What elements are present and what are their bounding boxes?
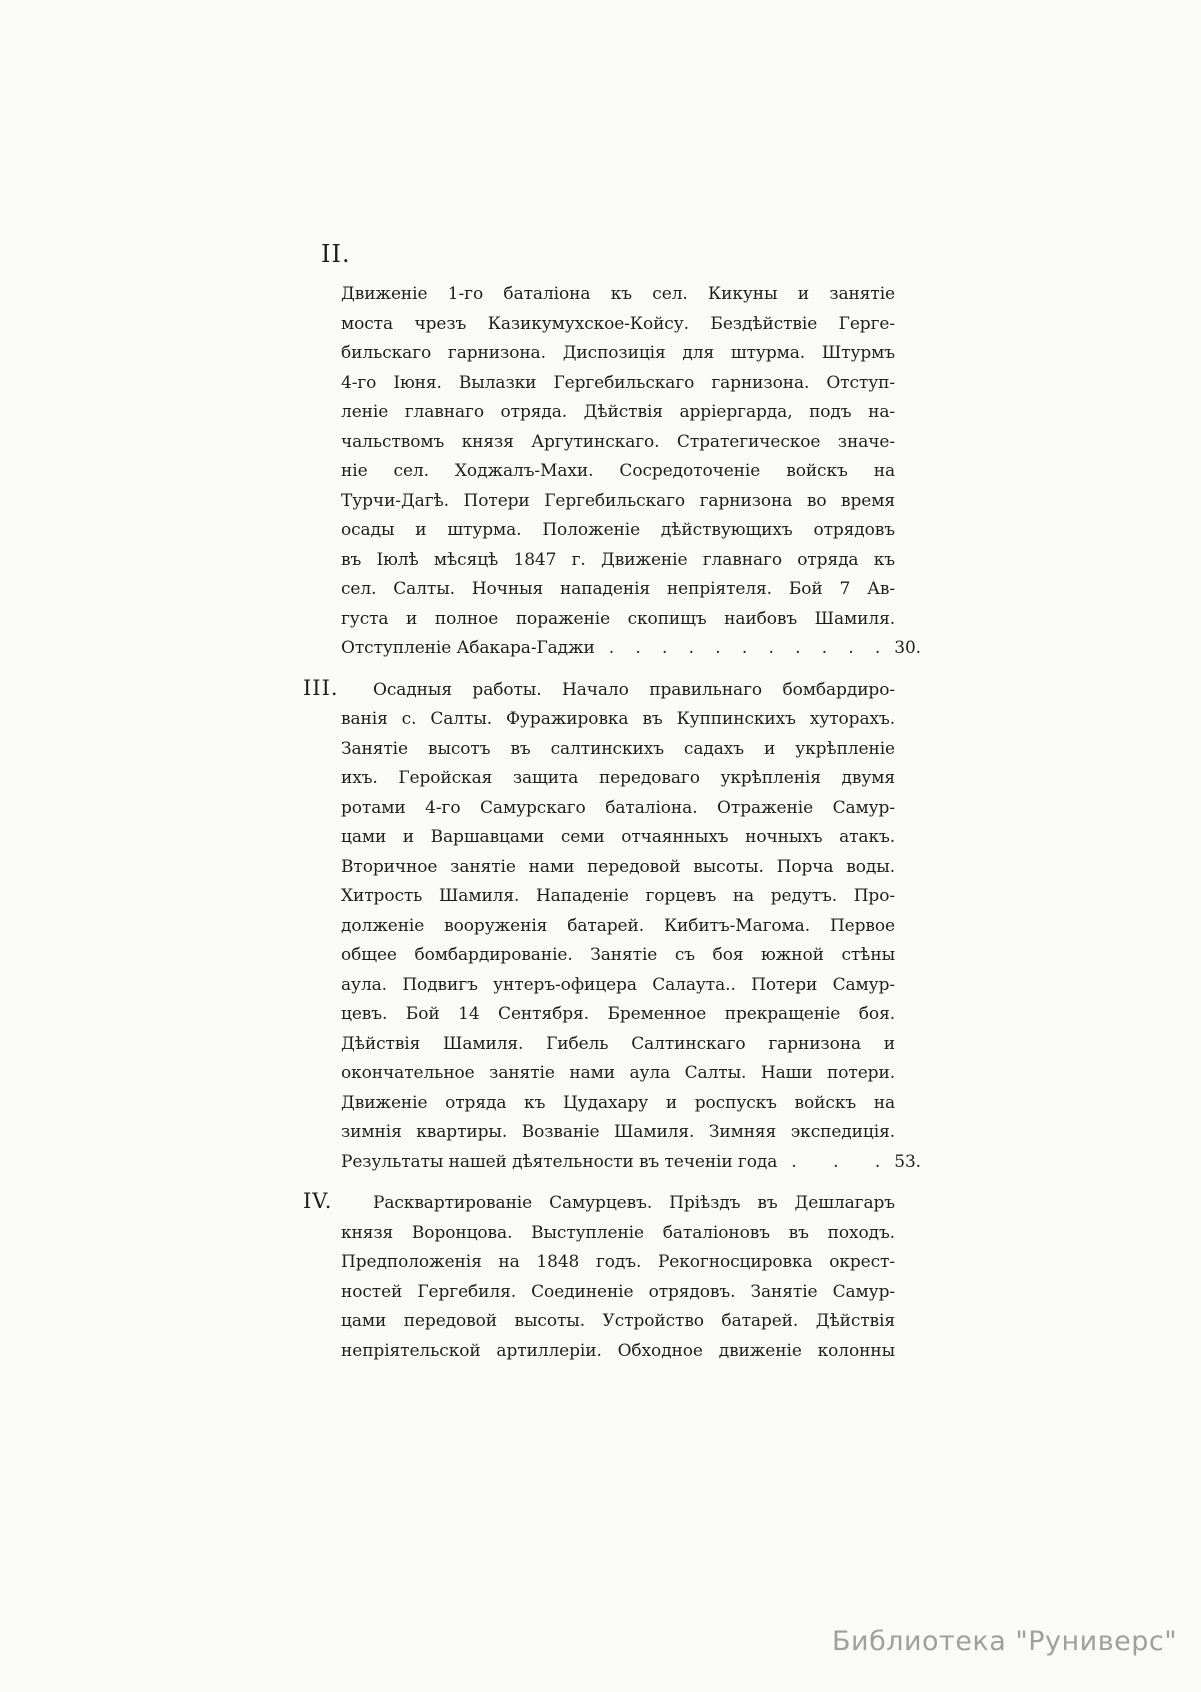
text-line: цами передовой высоты. Устройство батарей. Дѣйствія [341,1311,895,1331]
text-line: князя Воронцова. Выступленіе баталіоновъ въ походъ. [341,1222,895,1243]
text-line: цевъ. Бой 14 Сентября. Бременное прекращеніе боя. [341,1004,895,1024]
text-line: аула. Подвигъ унтеръ-офицера Салаута.. Потери Самур- [341,974,895,995]
dot-leader: . . . [791,1151,881,1172]
table-of-contents [303,240,943,1366]
text-line: сел. Салты. Ночныя нападенія непріятеля. Бой 7 Ав- [341,579,895,599]
text-line: Хитрость Шамиля. Нападеніе горцевъ на редутъ. Про- [341,886,895,906]
text-line: Движеніе 1-го баталіона къ сел. Кикуны и занятіе [341,284,895,304]
text-line: въ Іюлѣ мѣсяцѣ 1847 г. Движеніе главнаго отряда къ [341,549,895,570]
toc-entry-tail [341,634,921,664]
tail-text: Результаты нашей дѣятельности въ теченіи года [341,1151,778,1172]
text-line: Предположенія на 1848 годъ. Рекогносцировка окрест- [341,1252,895,1272]
toc-entry-ii [303,280,943,664]
text-line: ностей Гергебиля. Соединеніе отрядовъ. Занятіе Самур- [341,1281,895,1302]
page-number: 53. [894,1151,921,1172]
text-line: Занятіе высотъ въ салтинскихъ садахъ и укрѣпленіе [341,738,895,759]
dot-leader: . . . . . . . . . . . [608,638,881,658]
toc-entry-tail [341,1148,921,1178]
text-line: Движеніе отряда къ Цудахару и роспускъ войскъ на [341,1092,895,1113]
text-line: Осадныя работы. Начало правильнаго бомбардиро- [373,679,895,700]
chapter-numeral-heading: II. [321,240,351,268]
text-line: ихъ. Геройская защита передоваго укрѣпленія двумя [341,768,895,788]
toc-entry-text [341,1189,895,1366]
text-line: моста чрезъ Казикумухское-Койсу. Бездѣйствіе Герге- [341,313,895,334]
text-line: чальствомъ князя Аргутинскаго. Стратегическое значе- [341,431,895,452]
text-line: 4-го Іюня. Вылазки Гергебильскаго гарнизона. Отступ- [341,372,895,393]
text-line: долженіе вооруженія батарей. Кибитъ-Магома. Первое [341,915,895,936]
section-numeral: III. [303,675,339,700]
section-numeral: IV. [303,1189,333,1213]
page-number: 30. [894,638,921,658]
text-line: Расквартированіе Самурцевъ. Пріѣздъ въ Дешлагаръ [373,1193,895,1213]
text-line: леніе главнаго отряда. Дѣйствія арріергарда, подъ на- [341,402,895,422]
text-line: ніе сел. Ходжалъ-Махи. Сосредоточеніе войскъ на [341,461,895,481]
text-line: бильскаго гарнизона. Диспозиція для штурма. Штурмъ [341,343,895,363]
text-line: Дѣйствія Шамиля. Гибель Салтинскаго гарнизона и [341,1033,895,1054]
toc-entry-text [341,280,921,664]
toc-entry-text [341,676,921,1178]
tail-text: Отступленіе Абакара-Гаджи [341,638,595,658]
text-line: цами и Варшавцами семи отчаянныхъ ночныхъ атакъ. [341,827,895,847]
text-line: Вторичное занятіе нами передовой высоты. Порча воды. [341,856,895,877]
text-line: густа и полное пораженіе скопищъ наибовъ Шамиля. [341,608,895,629]
text-line: непріятельской артиллеріи. Обходное движеніе колонны [341,1340,895,1361]
text-line: ванія с. Салты. Фуражировка въ Куппинскихъ хуторахъ. [341,709,895,729]
toc-entry-iii [303,676,943,1178]
text-line: Турчи-Дагѣ. Потери Гергебильскаго гарнизона во время [341,490,895,511]
text-line: ротами 4-го Самурскаго баталіона. Отраженіе Самур- [341,797,895,818]
toc-entry-iv [303,1189,943,1366]
text-line: окончательное занятіе нами аула Салты. Наши потери. [341,1063,895,1083]
text-line: осады и штурма. Положеніе дѣйствующихъ отрядовъ [341,520,895,540]
text-line: зимнія квартиры. Возваніе Шамиля. Зимняя экспедиція. [341,1122,895,1142]
text-line: общее бомбардированіе. Занятіе съ боя южной стѣны [341,945,895,965]
library-watermark: Библиотека "Руниверс" [832,1626,1178,1657]
